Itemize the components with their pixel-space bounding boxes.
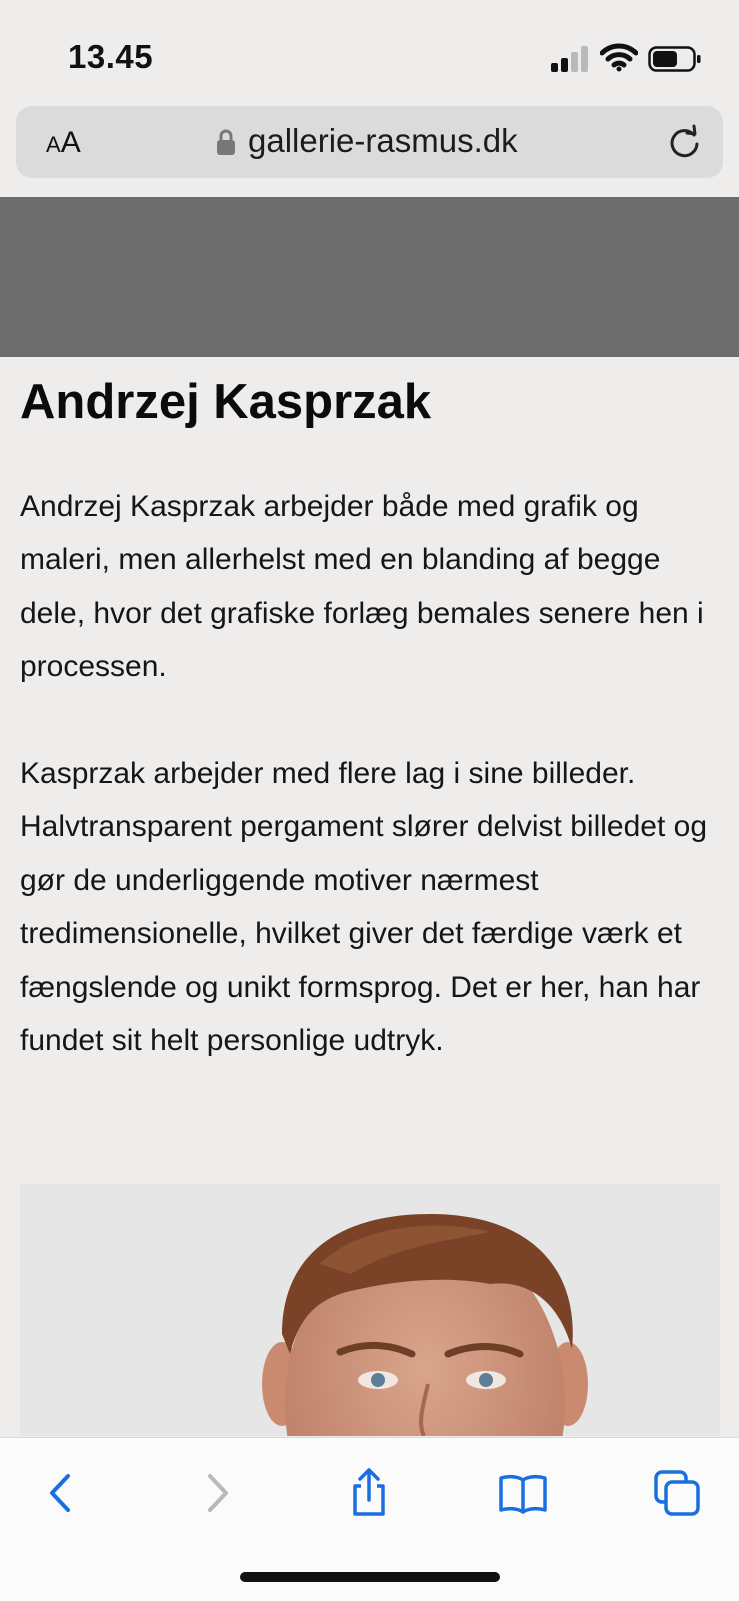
reload-icon[interactable] xyxy=(666,124,702,160)
text-size-big-letter: A xyxy=(60,126,81,159)
article-paragraph: Kasprzak arbejder med flere lag i sine billeder. Halvtransparent pergament slører delvist billedet og gør de underliggende motiver nærmest tredimensionelle, hvilket giver det færdige værk et fængslende og unikt formsprog. Det er her, han har fundet sit helt personlige udtryk. xyxy=(20,756,707,1058)
text-size-button[interactable] xyxy=(46,126,81,160)
portrait-illustration xyxy=(20,1184,720,1436)
text-size-small-letter: A xyxy=(46,132,61,157)
cellular-signal-icon xyxy=(551,46,591,72)
address-bar[interactable] xyxy=(16,106,723,178)
share-icon[interactable] xyxy=(344,1468,394,1518)
tabs-icon[interactable] xyxy=(652,1468,702,1518)
artist-portrait-image xyxy=(20,1184,720,1436)
chevron-right-icon[interactable] xyxy=(192,1468,242,1518)
home-indicator[interactable] xyxy=(240,1572,500,1582)
status-bar xyxy=(0,0,739,100)
status-time: 13.45 xyxy=(68,38,154,75)
header-image-band xyxy=(0,197,739,357)
article-paragraph: Andrzej Kasprzak arbejder både med grafik og maleri, men allerhelst med en blanding af begge dele, hvor det grafiske forlæg bemales senere hen i processen. xyxy=(20,489,704,684)
chevron-left-icon[interactable] xyxy=(36,1468,86,1518)
battery-icon xyxy=(648,46,702,72)
book-icon[interactable] xyxy=(498,1468,548,1518)
lock-icon xyxy=(216,128,236,156)
page-title: Andrzej Kasprzak xyxy=(20,375,432,429)
url-text[interactable]: gallerie-rasmus.dk xyxy=(248,122,518,159)
wifi-icon xyxy=(600,42,638,72)
article xyxy=(20,357,720,1068)
